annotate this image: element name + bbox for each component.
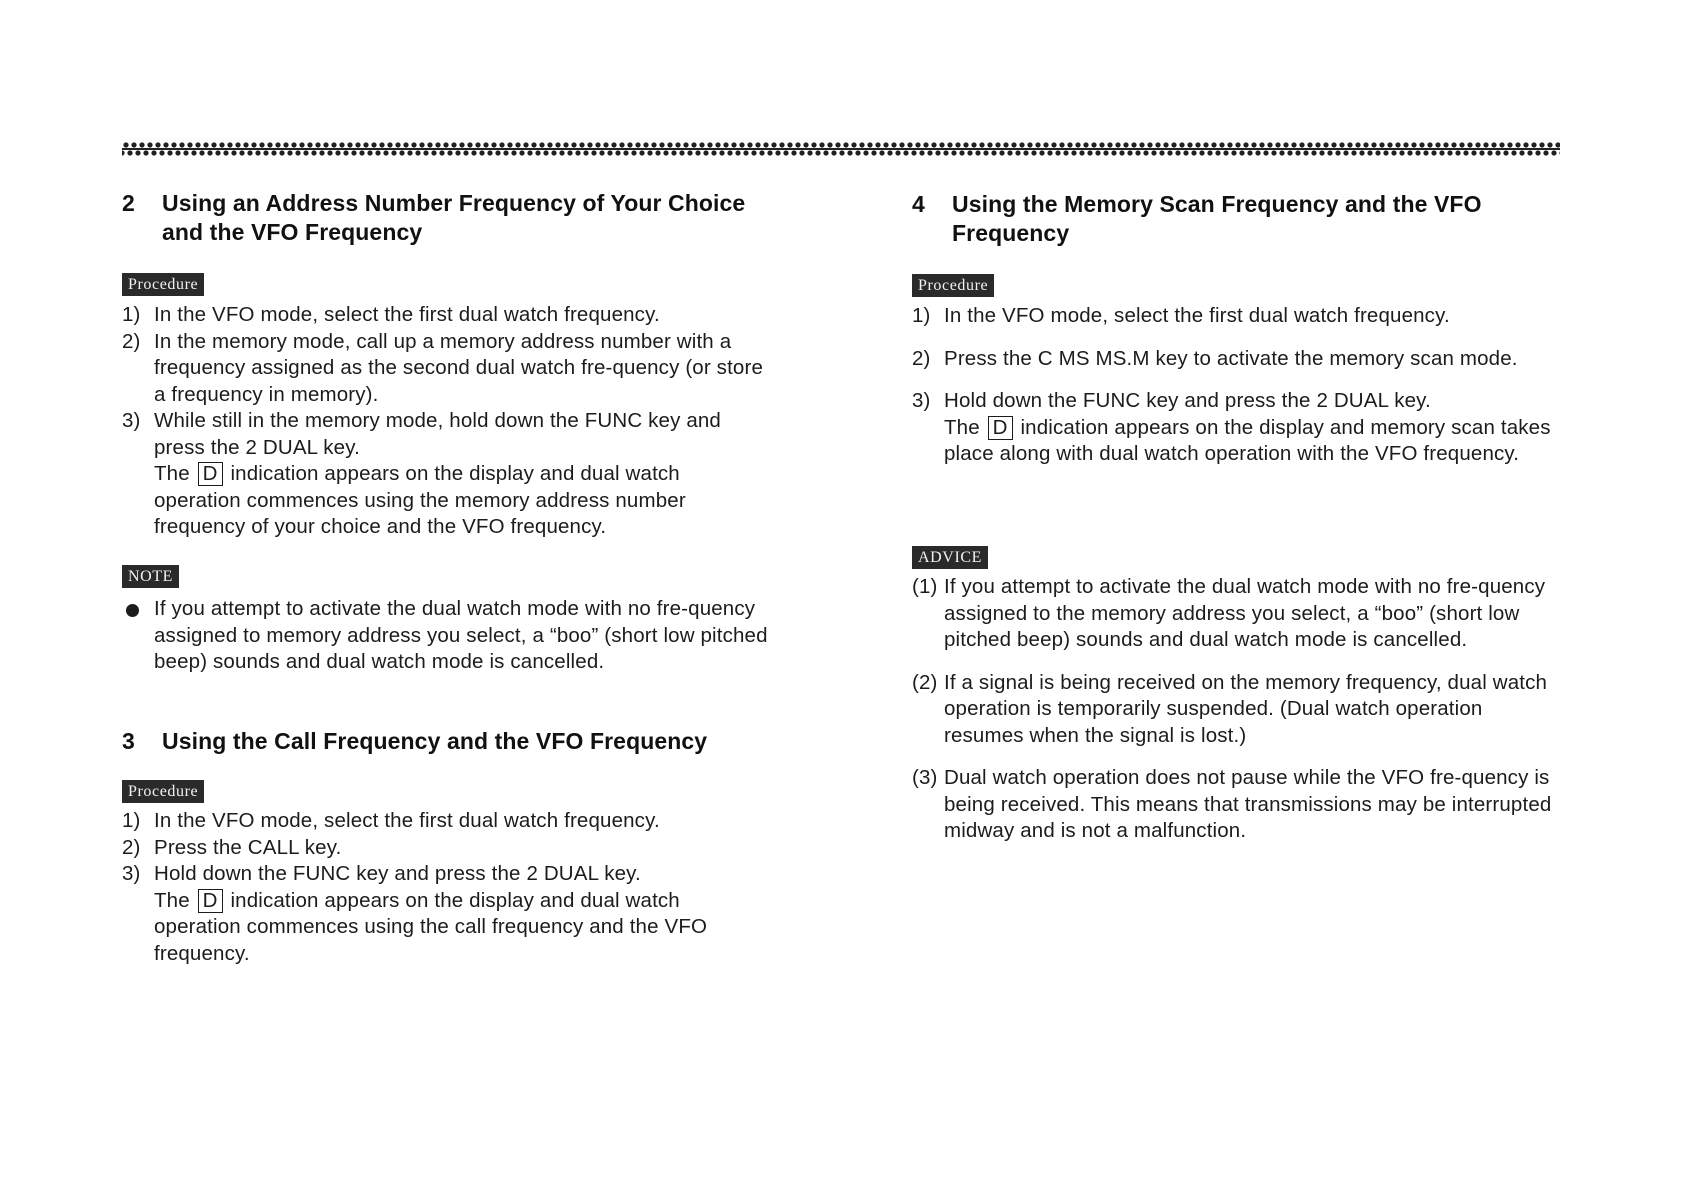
- section-number: 4: [912, 191, 925, 217]
- advice-text: If a signal is being received on the memory frequency, dual watch operation is temporarily suspended. (Dual watch operation resumes when the signal is lost.): [944, 670, 1548, 747]
- step-item: [122, 861, 772, 967]
- section-3-steps: [122, 808, 772, 967]
- step-item: [912, 388, 1560, 468]
- procedure-tag: Procedure: [122, 273, 204, 296]
- advice-item: [912, 765, 1560, 845]
- dual-indicator-icon: D: [988, 416, 1013, 440]
- step-number: 3): [912, 389, 931, 412]
- procedure-tag: Procedure: [122, 780, 204, 803]
- advice-item: [912, 670, 1560, 750]
- section-number: 2: [122, 190, 135, 216]
- section-2-heading: [122, 189, 772, 247]
- step-text: While still in the memory mode, hold down the FUNC key and press the 2 DUAL key.: [154, 409, 721, 459]
- bullet-icon: [126, 604, 139, 617]
- note-item: [122, 596, 772, 676]
- section-4-steps: [912, 303, 1560, 468]
- note-tag: NOTE: [122, 565, 179, 588]
- decorative-dotted-rule: [122, 141, 1560, 157]
- advice-text: If you attempt to activate the dual watch mode with no fre-quency assigned to the memory address you select, a “boo” (short low pitched beep) sounds and dual watch mode is cancelled.: [944, 575, 1546, 651]
- note-list: [122, 596, 772, 676]
- advice-number: (3): [912, 766, 938, 789]
- advice-text: Dual watch operation does not pause while the VFO fre-quency is being received. This means that transmissions may be interrupted midway and is not a malfunction.: [944, 766, 1552, 842]
- step-number: 2): [912, 346, 931, 370]
- step-text: In the VFO mode, select the first dual watch frequency.: [944, 304, 1450, 327]
- step-text: In the VFO mode, select the first dual watch frequency.: [154, 809, 660, 832]
- step-result-text: The D indication appears on the display and dual watch operation commences using the call frequency and the VFO frequency.: [154, 888, 708, 965]
- step-item: [122, 408, 772, 541]
- step-text: Press the C MS MS.M key to activate the memory scan mode.: [944, 346, 1518, 370]
- note-text: If you attempt to activate the dual watch mode with no fre-quency assigned to memory address you select, a “boo” (short low pitched beep) sounds and dual watch mode is cancelled.: [154, 597, 768, 673]
- section-title: Using the Call Frequency and the VFO Frequency: [162, 728, 708, 754]
- advice-number: (2): [912, 670, 938, 694]
- step-text: Hold down the FUNC key and press the 2 DUAL key.: [154, 862, 641, 885]
- section-2-steps: [122, 302, 772, 541]
- step-text: Hold down the FUNC key and press the 2 DUAL key.: [944, 389, 1431, 412]
- step-number: 1): [122, 303, 141, 326]
- section-number: 3: [122, 728, 135, 754]
- step-number: 1): [122, 809, 141, 832]
- section-4-heading: [912, 190, 1560, 248]
- step-item: [122, 808, 772, 835]
- step-item: [122, 835, 772, 862]
- advice-list: [912, 574, 1560, 845]
- step-number: 2): [122, 329, 141, 353]
- step-item: [122, 329, 772, 409]
- step-number: 3): [122, 862, 141, 885]
- step-item: [122, 302, 772, 329]
- advice-item: [912, 574, 1560, 654]
- step-number: 1): [912, 304, 931, 327]
- step-number: 3): [122, 409, 141, 432]
- dual-indicator-icon: D: [198, 462, 223, 486]
- section-3-heading: [122, 727, 772, 756]
- step-text: Press the CALL key.: [154, 835, 342, 859]
- section-title: Using the Memory Scan Frequency and the VFO Frequency: [952, 191, 1482, 246]
- step-text: In the memory mode, call up a memory address number with a frequency assigned as the second dual watch fre-quency (or store a frequency in memory).: [154, 329, 763, 406]
- advice-tag: ADVICE: [912, 546, 988, 569]
- step-text: In the VFO mode, select the first dual watch frequency.: [154, 303, 660, 326]
- dual-indicator-icon: D: [198, 889, 223, 913]
- step-result-text: The D indication appears on the display and dual watch operation commences using the memory address number frequency of your choice and the VFO frequency.: [154, 462, 686, 538]
- procedure-tag: Procedure: [912, 274, 994, 297]
- step-item: [912, 346, 1560, 373]
- step-item: [912, 303, 1560, 330]
- section-title: Using an Address Number Frequency of Your Choice and the VFO Frequency: [162, 190, 746, 245]
- step-number: 2): [122, 835, 141, 859]
- step-result-text: The D indication appears on the display and memory scan takes place along with dual watch operation with the VFO frequency.: [944, 415, 1551, 465]
- advice-number: (1): [912, 575, 938, 598]
